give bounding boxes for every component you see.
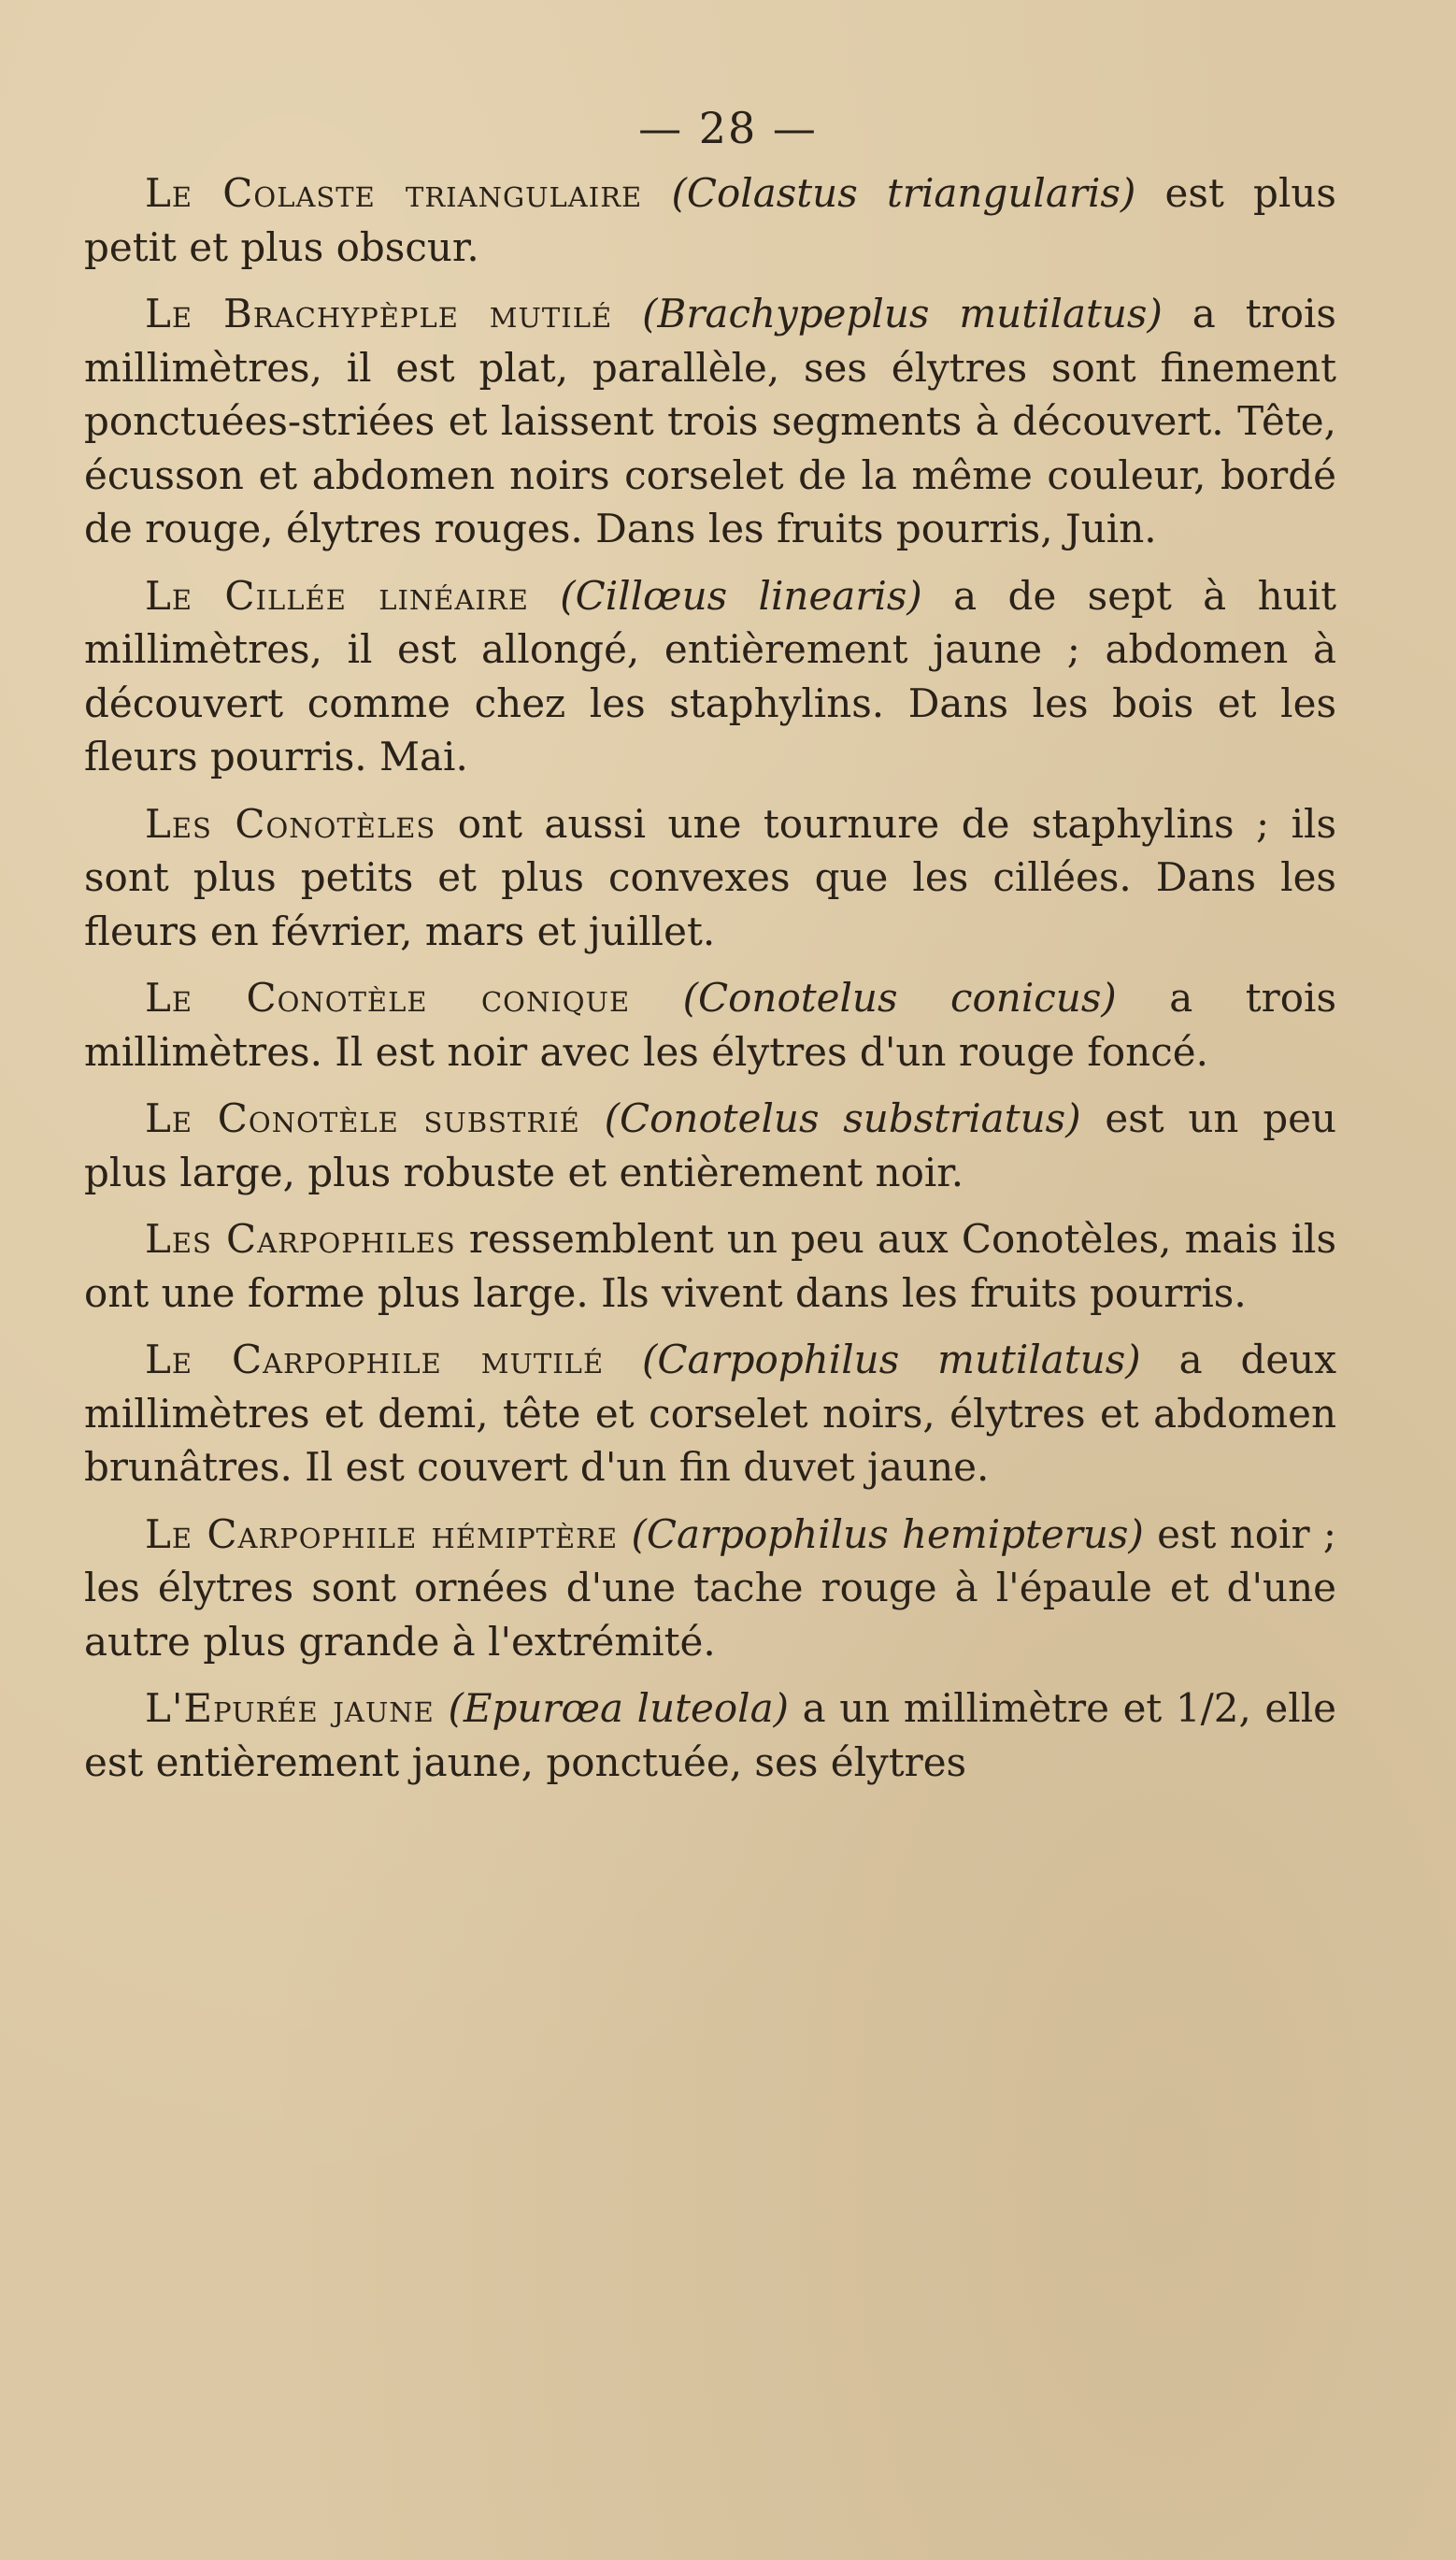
paragraph-carpophile-hemiptere: [84, 1508, 1336, 1669]
species-name: Le Colaste triangulaire: [145, 170, 643, 216]
species-name: L'Epurée jaune: [145, 1685, 435, 1731]
species-name: Les Carpophiles: [145, 1216, 456, 1262]
latin-name: (Colastus triangularis): [671, 170, 1136, 216]
paragraph-text: est plus petit et plus obscur.: [84, 170, 1336, 270]
paragraph-text: a de sept à huit millimètres, il est allongé, entièrement jaune ; abdomen à découvert comme chez les staphylins. Dans les bois et les fleurs pourris. Mai.: [84, 572, 1336, 779]
latin-name: (Epurœa luteola): [448, 1685, 790, 1731]
latin-name: (Brachypeplus mutilatus): [642, 291, 1163, 336]
latin-name: (Conotelus substriatus): [604, 1095, 1081, 1141]
paragraph-conotele-substrie: [84, 1092, 1336, 1199]
paragraph-text: ont aussi une tournure de staphylins ; ils sont plus petits et plus convexes que les cillées. Dans les fleurs en février, mars et juillet.: [84, 800, 1336, 954]
latin-name: (Carpophilus mutilatus): [642, 1337, 1141, 1382]
paragraph-text: a deux millimètres et demi, tête et corselet noirs, élytres et abdomen brunâtres. Il est couvert d'un fin duvet jaune.: [84, 1337, 1337, 1490]
paragraph-colaste-triangulaire: [84, 166, 1336, 274]
latin-name: (Carpophilus hemipterus): [631, 1510, 1144, 1557]
latin-name: (Cillœus linearis): [560, 572, 922, 619]
paragraph-text: a un millimètre et 1/2, elle est entièrement jaune, ponctuée, ses élytres: [84, 1685, 1336, 1785]
latin-name: (Conotelus conicus): [682, 975, 1117, 1021]
species-name: Le Carpophile hémiptère: [145, 1510, 619, 1557]
paragraph-text: ressemblent un peu aux Conotèles, mais ils ont une forme plus large. Ils vivent dans les fruits pourris.: [84, 1216, 1337, 1316]
paragraph-cillee-lineaire: [84, 569, 1336, 784]
paragraph-epuree-jaune: [84, 1681, 1336, 1789]
paragraph-text: a trois millimètres, il est plat, parallèle, ses élytres sont finement ponctuées-striées et laissent trois segments à découvert. Tête, écusson et abdomen noirs corselet de la même couleur, bordé de rouge, élytres rouges. Dans les fruits pourris, Juin.: [84, 291, 1336, 551]
text-block: [84, 166, 1336, 1802]
paragraph-text: a trois millimètres. Il est noir avec les élytres d'un rouge foncé.: [84, 975, 1336, 1075]
species-name: Le Brachypèple mutilé: [145, 291, 613, 336]
species-name: Le Carpophile mutilé: [145, 1337, 605, 1382]
species-name: Le Conotèle conique: [145, 975, 631, 1021]
paragraph-carpophiles: [84, 1212, 1336, 1320]
species-name: Le Conotèle substrié: [145, 1095, 580, 1141]
species-name: Les Conotèles: [145, 800, 436, 847]
paragraph-text: est un peu plus large, plus robuste et entièrement noir.: [84, 1095, 1336, 1195]
paragraph-text: est noir ; les élytres sont ornées d'une tache rouge à l'épaule et d'une autre plus grande à l'extrémité.: [84, 1510, 1336, 1665]
paragraph-conotele-conique: [84, 971, 1336, 1079]
paragraph-conoteles: [84, 797, 1336, 959]
species-name: Le Cillée linéaire: [145, 572, 529, 619]
page-number: — 28 —: [638, 103, 818, 153]
paragraph-carpophile-mutile: [84, 1333, 1336, 1495]
paragraph-brachypeple-mutile: [84, 287, 1336, 556]
